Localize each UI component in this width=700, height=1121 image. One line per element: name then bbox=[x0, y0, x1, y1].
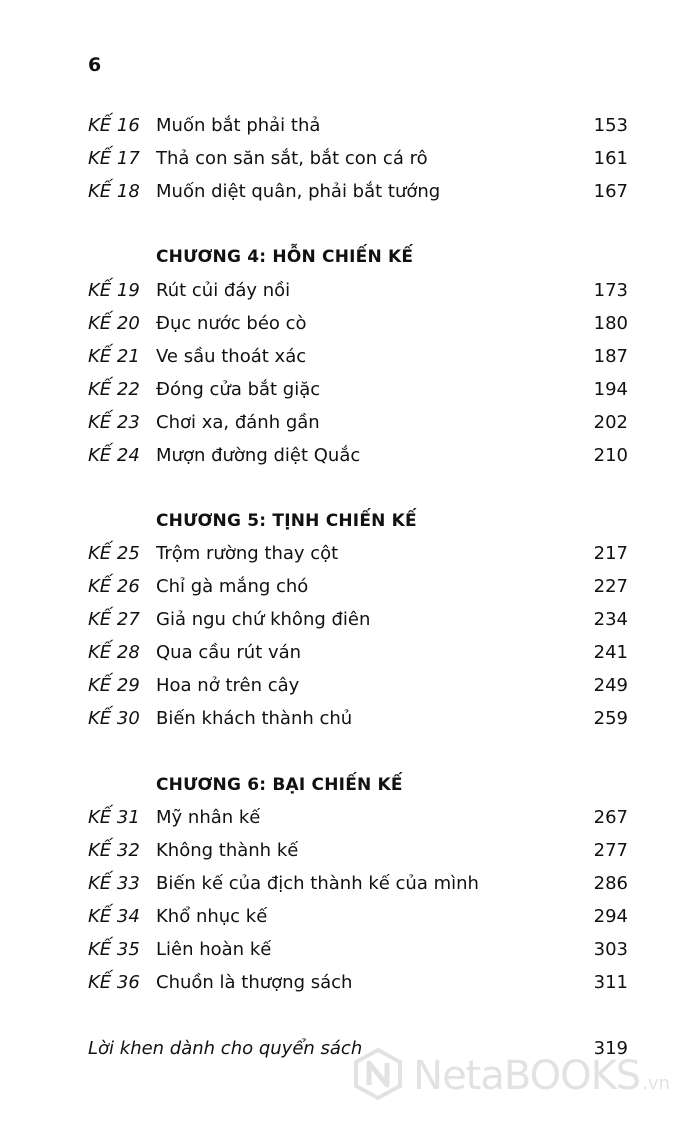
entry-code: KẾ 18 bbox=[88, 181, 140, 202]
entry-page: 217 bbox=[593, 543, 628, 564]
toc-entry bbox=[0, 802, 700, 834]
entry-title: Chơi xa, đánh gần bbox=[156, 412, 320, 433]
toc-entry bbox=[0, 604, 700, 636]
entry-code: KẾ 29 bbox=[88, 675, 140, 696]
chapter-heading: CHƯƠNG 5: TỊNH CHIẾN KẾ bbox=[156, 511, 417, 531]
entry-page: 161 bbox=[593, 148, 628, 169]
entry-code: KẾ 26 bbox=[88, 576, 140, 597]
entry-title: Hoa nở trên cây bbox=[156, 675, 300, 696]
entry-title: Qua cầu rút ván bbox=[156, 642, 302, 663]
entry-title: Đục nước béo cò bbox=[156, 313, 307, 334]
entry-page: 303 bbox=[593, 939, 628, 960]
toc-entry bbox=[0, 868, 700, 900]
watermark-suffix: .vn bbox=[642, 1073, 670, 1094]
entry-code: KẾ 35 bbox=[88, 939, 140, 960]
toc-entry bbox=[0, 374, 700, 406]
entry-title: Ve sầu thoát xác bbox=[156, 346, 307, 367]
toc-entry bbox=[0, 835, 700, 867]
entry-page: 249 bbox=[593, 675, 628, 696]
entry-page: 319 bbox=[593, 1038, 628, 1059]
entry-title: Mượn đường diệt Quắc bbox=[156, 445, 361, 466]
entry-title: Chuồn là thượng sách bbox=[156, 972, 353, 993]
entry-page: 202 bbox=[593, 412, 628, 433]
entry-title: Liên hoàn kế bbox=[156, 939, 272, 960]
page-number: 6 bbox=[88, 54, 102, 76]
toc-entry bbox=[0, 176, 700, 208]
entry-page: 286 bbox=[593, 873, 628, 894]
toc-entry bbox=[0, 967, 700, 999]
toc-entry bbox=[0, 440, 700, 472]
entry-title: Đóng cửa bắt giặc bbox=[156, 379, 321, 400]
toc-entry bbox=[0, 341, 700, 373]
entry-page: 311 bbox=[593, 972, 628, 993]
entry-title: Thả con săn sắt, bắt con cá rô bbox=[156, 148, 428, 169]
entry-code: KẾ 22 bbox=[88, 379, 140, 400]
toc-entry bbox=[0, 703, 700, 735]
entry-title: Lời khen dành cho quyển sách bbox=[88, 1038, 363, 1059]
toc-entry bbox=[0, 901, 700, 933]
entry-page: 180 bbox=[593, 313, 628, 334]
entry-code: KẾ 19 bbox=[88, 280, 140, 301]
entry-code: KẾ 23 bbox=[88, 412, 140, 433]
entry-page: 259 bbox=[593, 708, 628, 729]
entry-page: 234 bbox=[593, 609, 628, 630]
netabooks-logo-icon bbox=[351, 1047, 405, 1105]
entry-title: Giả ngu chứ không điên bbox=[156, 609, 371, 630]
entry-code: KẾ 24 bbox=[88, 445, 140, 466]
chapter-heading: CHƯƠNG 4: HỖN CHIẾN KẾ bbox=[156, 247, 414, 267]
toc-entry bbox=[0, 538, 700, 570]
entry-title: Biến kế của địch thành kế của mình bbox=[156, 873, 479, 894]
entry-page: 267 bbox=[593, 807, 628, 828]
toc-entry bbox=[0, 308, 700, 340]
toc-entry bbox=[0, 637, 700, 669]
entry-page: 210 bbox=[593, 445, 628, 466]
entry-code: KẾ 27 bbox=[88, 609, 140, 630]
entry-code: KẾ 28 bbox=[88, 642, 140, 663]
entry-page: 277 bbox=[593, 840, 628, 861]
entry-page: 227 bbox=[593, 576, 628, 597]
entry-page: 153 bbox=[593, 115, 628, 136]
entry-code: KẾ 25 bbox=[88, 543, 140, 564]
entry-code: KẾ 17 bbox=[88, 148, 140, 169]
toc-entry bbox=[0, 143, 700, 175]
entry-code: KẾ 16 bbox=[88, 115, 140, 136]
entry-title: Mỹ nhân kế bbox=[156, 807, 261, 828]
entry-page: 167 bbox=[593, 181, 628, 202]
entry-page: 187 bbox=[593, 346, 628, 367]
entry-code: KẾ 34 bbox=[88, 906, 140, 927]
entry-title: Biến khách thành chủ bbox=[156, 708, 353, 729]
watermark-text: NetaBOOKS bbox=[413, 1053, 641, 1099]
entry-title: Muốn diệt quân, phải bắt tướng bbox=[156, 181, 441, 202]
entry-code: KẾ 32 bbox=[88, 840, 140, 861]
entry-title: Trộm rường thay cột bbox=[156, 543, 339, 564]
chapter-heading: CHƯƠNG 6: BẠI CHIẾN KẾ bbox=[156, 775, 403, 795]
entry-code: KẾ 33 bbox=[88, 873, 140, 894]
toc-entry bbox=[0, 110, 700, 142]
toc-entry bbox=[0, 670, 700, 702]
entry-code: KẾ 20 bbox=[88, 313, 140, 334]
entry-code: KẾ 31 bbox=[88, 807, 140, 828]
entry-page: 241 bbox=[593, 642, 628, 663]
entry-code: KẾ 21 bbox=[88, 346, 140, 367]
toc-entry bbox=[0, 407, 700, 439]
entry-code: KẾ 36 bbox=[88, 972, 140, 993]
entry-page: 294 bbox=[593, 906, 628, 927]
entry-page: 194 bbox=[593, 379, 628, 400]
entry-title: Không thành kế bbox=[156, 840, 299, 861]
toc-entry bbox=[0, 275, 700, 307]
toc-entry bbox=[0, 934, 700, 966]
entry-title: Khổ nhục kế bbox=[156, 906, 268, 927]
entry-title: Rút củi đáy nồi bbox=[156, 280, 291, 301]
entry-page: 173 bbox=[593, 280, 628, 301]
toc-entry bbox=[0, 571, 700, 603]
entry-title: Muốn bắt phải thả bbox=[156, 115, 321, 136]
watermark bbox=[351, 1048, 670, 1104]
entry-code: KẾ 30 bbox=[88, 708, 140, 729]
entry-title: Chỉ gà mắng chó bbox=[156, 576, 309, 597]
